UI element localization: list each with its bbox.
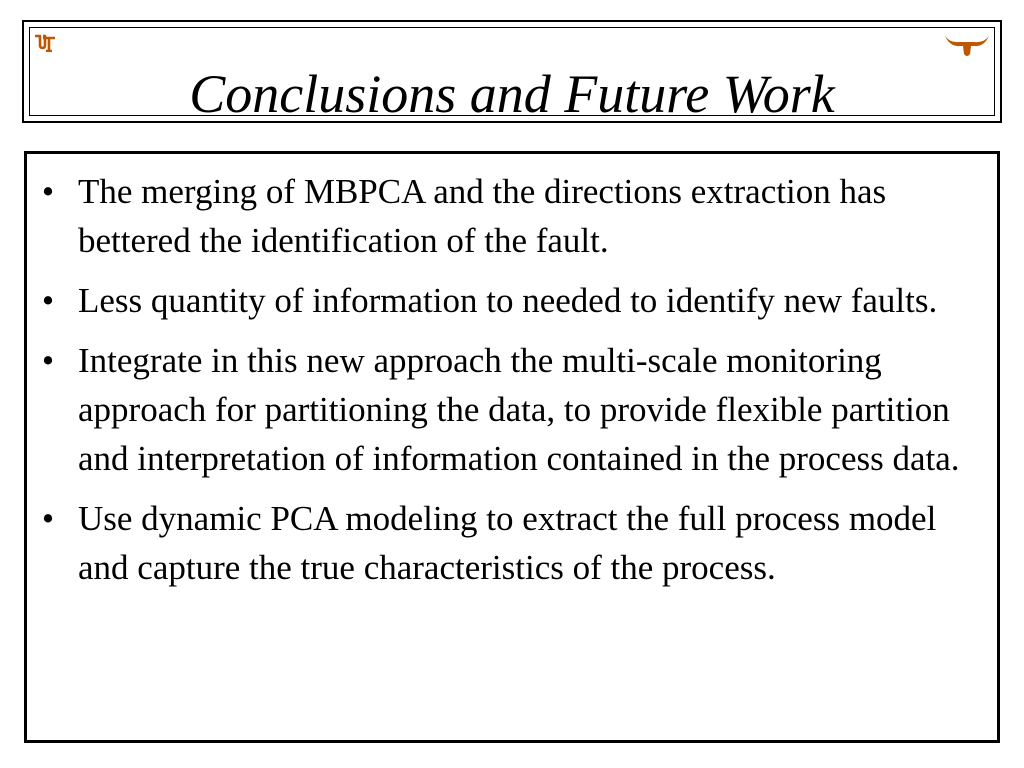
bullet-marker: • bbox=[41, 281, 55, 320]
ut-monogram-icon bbox=[34, 34, 56, 52]
slide-title: Conclusions and Future Work bbox=[189, 64, 835, 124]
longhorn-icon bbox=[944, 32, 990, 58]
bullet-marker: • bbox=[41, 341, 55, 380]
content-box bbox=[24, 151, 1000, 743]
bullet-marker: • bbox=[41, 499, 55, 538]
bullet-item bbox=[27, 276, 982, 325]
bullet-marker: • bbox=[41, 172, 55, 211]
bullet-text: Less quantity of information to needed to identify new faults. bbox=[78, 281, 938, 320]
bullet-item bbox=[27, 494, 982, 592]
bullet-list bbox=[27, 167, 982, 603]
bullet-text: The merging of MBPCA and the directions extraction has bettered the identification of the fault. bbox=[78, 172, 887, 260]
bullet-item bbox=[27, 167, 982, 265]
title-frame bbox=[22, 20, 1002, 123]
bullet-text: Use dynamic PCA modeling to extract the full process model and capture the true characteristics of the process. bbox=[78, 499, 937, 587]
bullet-item bbox=[27, 336, 982, 483]
bullet-text: Integrate in this new approach the multi-scale monitoring approach for partitioning the data, to provide flexible partition and interpretation of information contained in the process data. bbox=[78, 341, 960, 478]
